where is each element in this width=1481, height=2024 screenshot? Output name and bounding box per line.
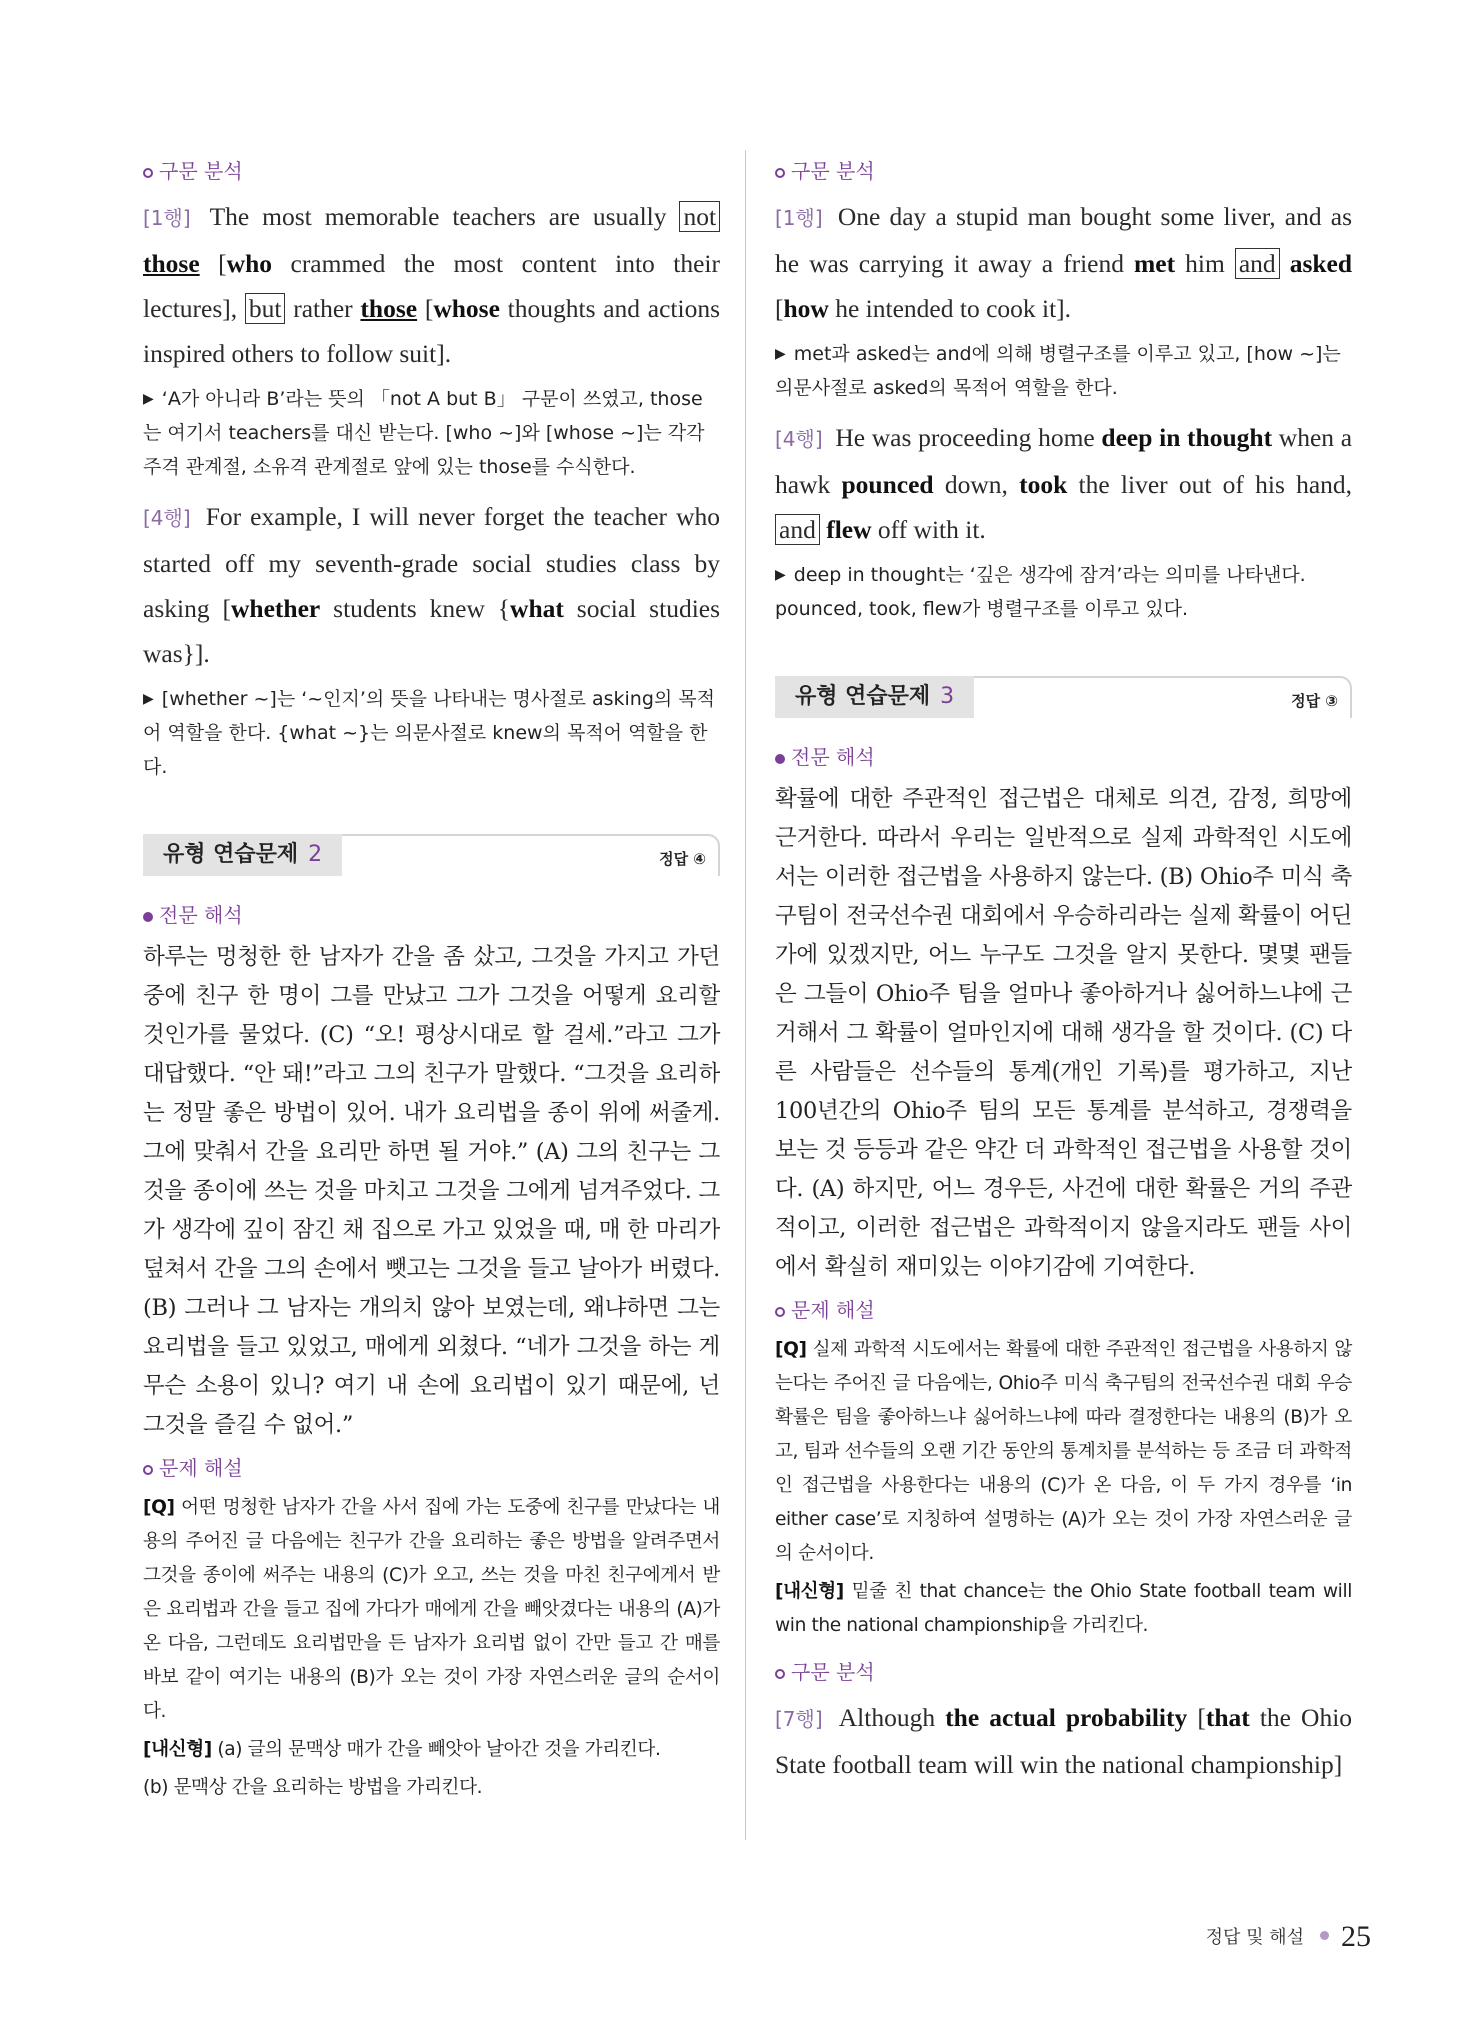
boxed-word: and	[775, 514, 820, 545]
circle-bullet-icon	[143, 1465, 153, 1475]
practice-header: 유형 연습문제 3 정답 ③	[775, 676, 1352, 722]
circle-bullet-icon	[143, 168, 153, 178]
example-sentence: [1행] The most memorable teachers are usually not those [who crammed the most content into their lectures], but rather those [whose thoughts and actions inspired others to follow suit].	[143, 202, 721, 368]
answer-label: 정답 ④	[659, 850, 706, 868]
section-heading: 전문 해석	[143, 902, 720, 928]
line-ref: [7행]	[775, 1707, 823, 1731]
section-heading: 문제 해설	[775, 1297, 1352, 1323]
explanation-text: [내신형] (a) 글의 문맥상 매가 간을 빼앗아 날아간 것을 가리킨다.	[143, 1739, 661, 1760]
circle-bullet-icon	[775, 1307, 785, 1317]
triangle-bullet-icon: ▶	[775, 567, 786, 583]
section-heading: 구문 분석	[143, 158, 720, 184]
triangle-bullet-icon: ▶	[143, 391, 154, 407]
boxed-word: and	[1235, 248, 1280, 279]
section-heading: 전문 해석	[775, 744, 1352, 770]
example-sentence: [1행] One day a stupid man bought some liver, and as he was carrying it away a friend met him and asked [how he intended to cook it].	[775, 202, 1353, 323]
line-ref: [1행]	[143, 206, 191, 230]
example-sentence: [7행] Although the actual probability [that the Ohio State football team will win the national championship]	[775, 1703, 1353, 1779]
translation-text: 하루는 멍청한 한 남자가 간을 좀 샀고, 그것을 가지고 가던 중에 친구 한 명이 그를 만났고 그가 그것을 어떻게 요리할 것인가를 물었다. (C) “오! 평상시대로 할 걸세.”라고 그가 대답했다. “안 돼!”라고 그의 친구가 말했다. “그것을 요리하는 정말 좋은 방법이 있어. 내가 요리법을 종이 위에 써줄게. 그에 맞춰서 간을 요리만 하면 될 거야.” (A) 그의 친구는 그것을 종이에 쓰는 것을 마치고 그것을 그에게 넘겨주었다. 그가 생각에 깊이 잠긴 채 집으로 가고 있었을 때, 매 한 마리가 덮쳐서 간을 그의 손에서 뺏고는 그것을 들고 날아가 버렸다. (B) 그러나 그 남자는 개의치 않아 보였는데, 왜냐하면 그는 요리법을 들고 있었고, 매에게 외쳤다. “네가 그것을 하는 게 무슨 소용이 있니? 여기 내 손에 요리법이 있기 때문에, 넌 그것을 즐길 수 없어.”	[143, 944, 720, 1438]
section-heading: 구문 분석	[775, 1659, 1352, 1685]
grammar-note: ▶ [whether ~]는 ‘~인지’의 뜻을 나타내는 명사절로 asking의 목적어 역할을 한다. {what ~}는 의문사절로 knew의 목적어 역할을 한다.	[143, 688, 716, 778]
boxed-word: not	[679, 201, 720, 232]
circle-bullet-icon	[775, 1669, 785, 1679]
explanation-text: [내신형] 밑줄 친 that chance는 the Ohio State football team will win the national championship을 가리킨다.	[775, 1581, 1352, 1636]
page-footer	[1206, 1920, 1371, 1954]
practice-header: 유형 연습문제 2 정답 ④	[143, 834, 720, 880]
explanation-text: [Q] 실제 과학적 시도에서는 확률에 대한 주관적인 접근법을 사용하지 않는다는 주어진 글 다음에는, Ohio주 미식 축구팀의 전국선수권 대회 우승 확률은 팀을 좋아하느냐 싫어하느냐에 따라 결정한다는 내용의 (B)가 오고, 팀과 선수들의 오랜 기간 동안의 통계치를 분석하는 등 조금 더 과학적인 접근법을 사용한다는 내용의 (C)가 온 다음, 이 두 가지 경우를 ‘in either case’로 지칭하여 설명하는 (A)가 오는 것이 가장 자연스러운 글의 순서이다.	[775, 1339, 1352, 1564]
grammar-note: ▶ ‘A가 아니라 B’라는 뜻의 「not A but B」 구문이 쓰였고, those는 여기서 teachers를 대신 받는다. [who ~]와 [whose ~]는 각각 주격 관계절, 소유격 관계절로 앞에 있는 those를 수식한다.	[143, 388, 705, 478]
triangle-bullet-icon: ▶	[143, 691, 154, 707]
section-heading: 구문 분석	[775, 158, 1352, 184]
example-sentence: [4행] He was proceeding home deep in thought when a hawk pounced down, took the liver out of his hand, and flew off with it.	[775, 423, 1353, 544]
left-column	[143, 148, 720, 1809]
explanation-text: (b) 문맥상 간을 요리하는 방법을 가리킨다.	[143, 1777, 483, 1798]
right-column	[775, 148, 1352, 1793]
circle-bullet-icon	[775, 168, 785, 178]
column-divider	[745, 150, 746, 1840]
line-ref: [1행]	[775, 206, 823, 230]
line-ref: [4행]	[143, 506, 191, 530]
line-ref: [4행]	[775, 427, 823, 451]
answer-label: 정답 ③	[1291, 692, 1338, 710]
triangle-bullet-icon: ▶	[775, 346, 786, 362]
translation-text: 확률에 대한 주관적인 접근법은 대체로 의견, 감정, 희망에 근거한다. 따라서 우리는 일반적으로 실제 과학적인 시도에서는 이러한 접근법을 사용하지 않는다. (B) Ohio주 미식 축구팀이 전국선수권 대회에서 우승하리라는 실제 확률이 어딘가에 있겠지만, 어느 누구도 그것을 알지 못한다. 몇몇 팬들은 그들이 Ohio주 팀을 얼마나 좋아하거나 싫어하느냐에 근거해서 그 확률이 얼마인지에 대해 생각을 할 것이다. (C) 다른 사람들은 선수들의 통계(개인 기록)를 평가하고, 지난 100년간의 Ohio주 팀의 모든 통계를 분석하고, 경쟁력을 보는 것 등등과 같은 약간 더 과학적인 접근법을 사용할 것이다. (A) 하지만, 어느 경우든, 사건에 대한 확률은 거의 주관적이고, 이러한 접근법은 과학적이지 않을지라도 팬들 사이에서 확실히 재미있는 이야기감에 기여한다.	[775, 786, 1352, 1280]
grammar-note: ▶ met과 asked는 and에 의해 병렬구조를 이루고 있고, [how ~]는 의문사절로 asked의 목적어 역할을 한다.	[775, 343, 1341, 399]
dot-bullet-icon	[775, 754, 785, 764]
explanation-text: [Q] 어떤 멍청한 남자가 간을 사서 집에 가는 도중에 친구를 만났다는 내용의 주어진 글 다음에는 친구가 간을 요리하는 좋은 방법을 알려주면서 그것을 종이에 써주는 내용의 (C)가 오고, 쓰는 것을 마친 친구에게서 받은 요리법과 간을 들고 집에 가다가 매에게 간을 빼앗겼다는 내용의 (A)가 온 다음, 그런데도 요리법만을 든 남자가 요리법 없이 간만 들고 간 매를 바보 같이 여기는 내용의 (B)가 오는 것이 가장 자연스러운 글의 순서이다.	[143, 1497, 720, 1722]
footer-label: 정답 및 해설	[1205, 1927, 1304, 1948]
section-heading: 문제 해설	[143, 1455, 720, 1481]
dot-bullet-icon	[143, 912, 153, 922]
dot-separator-icon	[1320, 1931, 1329, 1940]
example-sentence: [4행] For example, I will never forget the teacher who started off my seventh-grade social studies class by asking [whether students knew {what social studies was}].	[143, 502, 721, 668]
boxed-word: but	[245, 293, 286, 324]
grammar-note: ▶ deep in thought는 ‘깊은 생각에 잠겨’라는 의미를 나타낸다. pounced, took, flew가 병렬구조를 이루고 있다.	[775, 564, 1306, 620]
page-number: 25	[1341, 1920, 1371, 1953]
